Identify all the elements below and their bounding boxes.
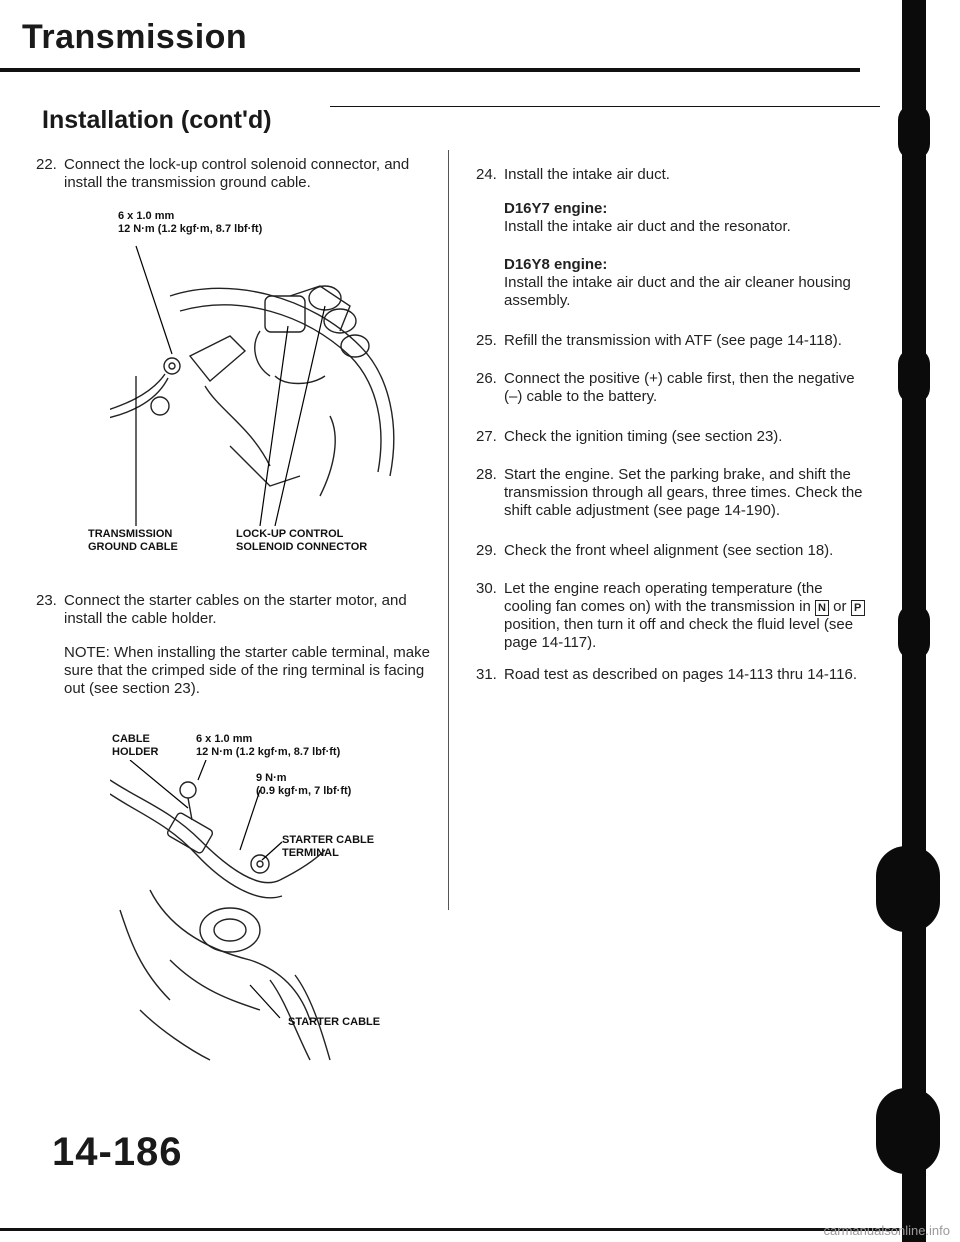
step-text: Let the engine reach operating temperature (the cooling fan comes on) with the transmission in xyxy=(504,580,823,615)
edge-tab xyxy=(898,104,930,160)
ground-cable-label: GROUND CABLE xyxy=(88,541,178,553)
step-27 xyxy=(476,428,874,446)
solenoid-connector-label: LOCK-UP CONTROL xyxy=(236,528,344,540)
neutral-position-box: N xyxy=(815,600,829,616)
park-position-box: P xyxy=(851,600,865,616)
page-title: Transmission xyxy=(22,18,248,56)
d16y8-text: Install the intake air duct and the air cleaner housing assembly. xyxy=(504,274,851,309)
d16y7-text: Install the intake air duct and the resonator. xyxy=(504,218,791,235)
torque-spec-label: 12 N·m (1.2 kgf·m, 8.7 lbf·ft) xyxy=(118,223,263,235)
step-24 xyxy=(476,166,874,184)
edge-tab xyxy=(876,846,940,932)
step-number: 24. xyxy=(476,166,497,183)
step-number: 29. xyxy=(476,542,497,559)
step-text: Connect the positive (+) cable first, then the negative (–) cable to the battery. xyxy=(504,370,855,405)
bottom-rule xyxy=(0,1228,900,1231)
step-text: Connect the lock-up control solenoid connector, and install the transmission ground cable. xyxy=(64,156,410,191)
step-30 xyxy=(476,580,874,652)
step-text: Start the engine. Set the parking brake, and shift the transmission through all gears, three times. Check the shift cable adjustment (see page 14-190). xyxy=(504,466,863,519)
step-number: 28. xyxy=(476,466,497,483)
bolt-spec-label: 6 x 1.0 mm xyxy=(196,733,253,745)
step-text: position, then turn it off and check the fluid level (see page 14-117). xyxy=(504,616,854,651)
cable-holder-label: HOLDER xyxy=(112,746,159,758)
torque-spec-label: 12 N·m (1.2 kgf·m, 8.7 lbf·ft) xyxy=(196,746,341,758)
edge-tab xyxy=(876,1088,940,1174)
step-text: Connect the starter cables on the starter motor, and install the cable holder. xyxy=(64,592,407,627)
step-29 xyxy=(476,542,874,560)
step-number: 31. xyxy=(476,666,497,683)
ground-cable-solenoid-illustration xyxy=(110,236,410,526)
section-subtitle: Installation (cont'd) xyxy=(42,106,272,134)
nut-torque-label: 9 N·m xyxy=(256,772,287,784)
edge-tab xyxy=(898,604,930,660)
starter-terminal-label: TERMINAL xyxy=(282,847,339,859)
step-number: 22. xyxy=(36,156,57,173)
step-23 xyxy=(36,592,434,628)
step-number: 23. xyxy=(36,592,57,609)
step-22 xyxy=(36,156,434,192)
step-23-note: NOTE: When installing the starter cable terminal, make sure that the crimped side of the ring terminal is facing out (see section 23). xyxy=(64,644,430,697)
step-26 xyxy=(476,370,874,406)
d16y8-heading: D16Y8 engine: xyxy=(504,256,608,273)
step-text: or xyxy=(833,598,847,615)
step-text: Install the intake air duct. xyxy=(504,166,670,183)
subtitle-rule xyxy=(330,106,880,107)
step-number: 27. xyxy=(476,428,497,445)
column-divider xyxy=(448,150,449,910)
page-number: 14-186 xyxy=(52,1130,183,1174)
step-25 xyxy=(476,332,874,350)
title-rule xyxy=(0,68,860,72)
cable-holder-label: CABLE xyxy=(112,733,150,745)
step-number: 30. xyxy=(476,580,497,597)
step-number: 25. xyxy=(476,332,497,349)
starter-cable-illustration xyxy=(110,760,410,1080)
step-31 xyxy=(476,666,874,684)
step-text: Check the front wheel alignment (see section 18). xyxy=(504,542,834,559)
nut-torque-label: (0.9 kgf·m, 7 lbf·ft) xyxy=(256,785,352,797)
solenoid-connector-label: SOLENOID CONNECTOR xyxy=(236,541,368,553)
starter-cable-label: STARTER CABLE xyxy=(288,1016,381,1028)
step-text: Refill the transmission with ATF (see page 14-118). xyxy=(504,332,842,349)
d16y7-heading: D16Y7 engine: xyxy=(504,200,608,217)
step-number: 26. xyxy=(476,370,497,387)
starter-terminal-label: STARTER CABLE xyxy=(282,834,375,846)
step-text: Road test as described on pages 14-113 thru 14-116. xyxy=(504,666,858,683)
bolt-spec-label: 6 x 1.0 mm xyxy=(118,210,175,222)
watermark: carmanualsonline.info xyxy=(823,1223,950,1238)
step-28 xyxy=(476,466,874,520)
edge-tab xyxy=(898,348,930,404)
ground-cable-label: TRANSMISSION xyxy=(88,528,173,540)
step-text: Check the ignition timing (see section 23). xyxy=(504,428,783,445)
